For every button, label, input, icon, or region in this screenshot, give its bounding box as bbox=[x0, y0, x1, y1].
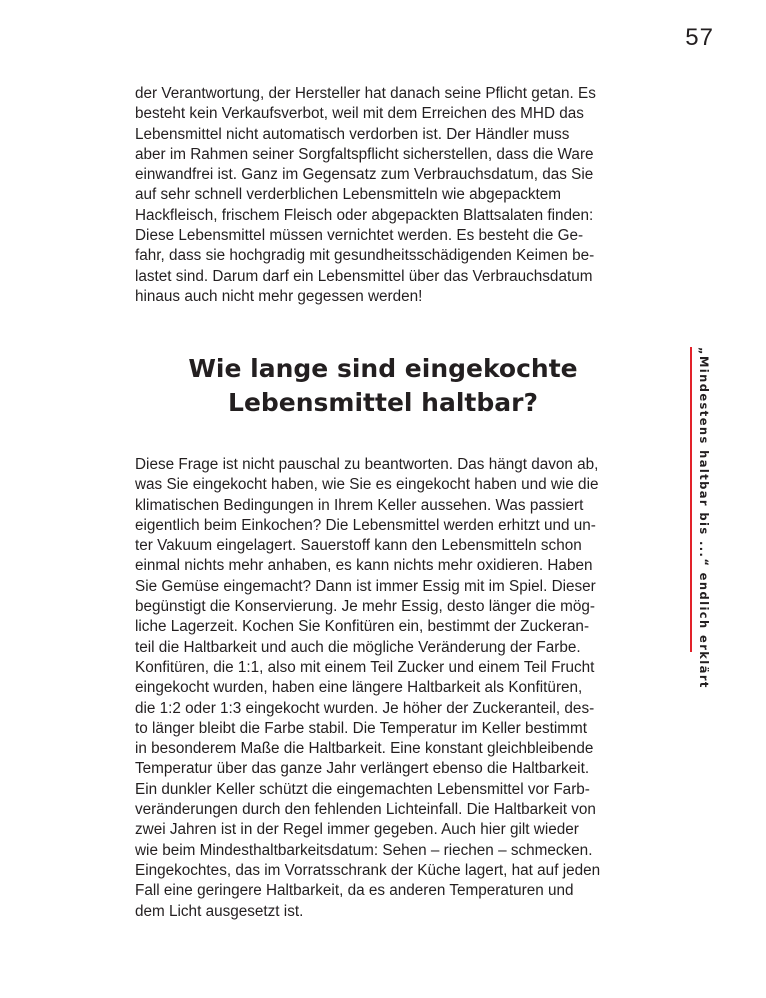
paragraph-line: Temperatur über das ganze Jahr verlängert ebenso die Haltbarkeit. bbox=[135, 760, 590, 778]
paragraph-1 bbox=[135, 84, 631, 307]
paragraph-line: zwei Jahren ist in der Regel immer gegeben. Auch hier gilt wieder bbox=[135, 821, 579, 839]
heading-line-2: Lebensmittel haltbar? bbox=[228, 388, 538, 417]
paragraph-line: Eingekochtes, das im Vorratsschrank der Küche lagert, hat auf jeden bbox=[135, 861, 601, 879]
paragraph-line: eingekocht wurden, haben eine längere Haltbarkeit als Konfitüren, bbox=[135, 679, 583, 697]
paragraph-line: Lebensmittel nicht automatisch verdorben ist. Der Händler muss bbox=[135, 125, 570, 143]
page-number: 57 bbox=[685, 24, 714, 51]
chapter-side-tab bbox=[690, 347, 716, 689]
paragraph-line: liche Lagerzeit. Kochen Sie Konfitüren ein, bestimmt der Zuckeran- bbox=[135, 618, 590, 636]
section-heading bbox=[135, 352, 631, 420]
paragraph-line: der Verantwortung, der Hersteller hat danach seine Pflicht getan. Es bbox=[135, 85, 596, 102]
paragraph-line: Diese Lebensmittel müssen vernichtet werden. Es besteht die Ge- bbox=[135, 227, 584, 245]
paragraph-line: klimatischen Bedingungen in Ihrem Keller aussehen. Was passiert bbox=[135, 496, 584, 514]
paragraph-line: Diese Frage ist nicht pauschal zu beantworten. Das hängt davon ab, bbox=[135, 456, 599, 473]
paragraph-line: Hackfleisch, frischem Fleisch oder abgepackten Blattsalaten finden: bbox=[135, 206, 594, 224]
paragraph-line: Konfitüren, die 1:1, also mit einem Teil Zucker und einem Teil Frucht bbox=[135, 658, 595, 676]
paragraph-line: in besonderem Maße die Haltbarkeit. Eine konstant gleichbleibende bbox=[135, 740, 594, 758]
paragraph-line: einwandfrei ist. Ganz im Gegensatz zum Verbrauchsdatum, das Sie bbox=[135, 166, 594, 184]
paragraph-line: Ein dunkler Keller schützt die eingemachten Lebensmittel vor Farb- bbox=[135, 780, 590, 798]
paragraph-line: hinaus auch nicht mehr gegessen werden! bbox=[135, 287, 423, 305]
chapter-side-title: „Mindestens haltbar bis ...“ endlich erklärt bbox=[697, 347, 711, 689]
paragraph-line: einmal nichts mehr anhaben, es kann nichts mehr oxidieren. Haben bbox=[135, 557, 593, 575]
paragraph-line: lastet sind. Darum darf ein Lebensmittel über das Verbrauchsdatum bbox=[135, 267, 593, 285]
paragraph-line: begünstigt die Konservierung. Je mehr Essig, desto länger die mög- bbox=[135, 598, 596, 616]
paragraph-line: die 1:2 oder 1:3 eingekocht wurden. Je höher der Zuckeranteil, des- bbox=[135, 699, 595, 717]
paragraph-line: was Sie eingekocht haben, wie Sie es eingekocht haben und wie die bbox=[135, 476, 599, 494]
paragraph-line: auf sehr schnell verderblichen Lebensmitteln wie abgepacktem bbox=[135, 186, 562, 204]
chapter-side-rule bbox=[690, 347, 692, 652]
paragraph-line: Fall eine geringere Haltbarkeit, da es anderen Temperaturen und bbox=[135, 882, 574, 900]
paragraph-line: teil die Haltbarkeit und auch die mögliche Veränderung der Farbe. bbox=[135, 638, 581, 656]
paragraph-line: dem Licht ausgesetzt ist. bbox=[135, 902, 304, 920]
heading-line-1: Wie lange sind eingekochte bbox=[188, 354, 578, 383]
paragraph-line: wie beim Mindesthaltbarkeitsdatum: Sehen – riechen – schmecken. bbox=[135, 841, 593, 859]
paragraph-line: besteht kein Verkaufsverbot, weil mit dem Erreichen des MHD das bbox=[135, 105, 584, 123]
paragraph-line: aber im Rahmen seiner Sorgfaltspflicht sicherstellen, dass die Ware bbox=[135, 145, 594, 163]
paragraph-line: veränderungen durch den fehlenden Lichteinfall. Die Haltbarkeit von bbox=[135, 801, 596, 819]
paragraph-line: eigentlich beim Einkochen? Die Lebensmittel werden erhitzt und un- bbox=[135, 516, 596, 534]
paragraph-line: ter Vakuum eingelagert. Sauerstoff kann den Lebensmitteln schon bbox=[135, 537, 582, 555]
paragraph-2 bbox=[135, 455, 631, 922]
paragraph-line: Sie Gemüse eingemacht? Dann ist immer Essig mit im Spiel. Dieser bbox=[135, 577, 596, 595]
paragraph-line: fahr, dass sie hochgradig mit gesundheitsschädigenden Keimen be- bbox=[135, 247, 595, 265]
paragraph-line: to länger bleibt die Farbe stabil. Die Temperatur im Keller bestimmt bbox=[135, 719, 588, 737]
